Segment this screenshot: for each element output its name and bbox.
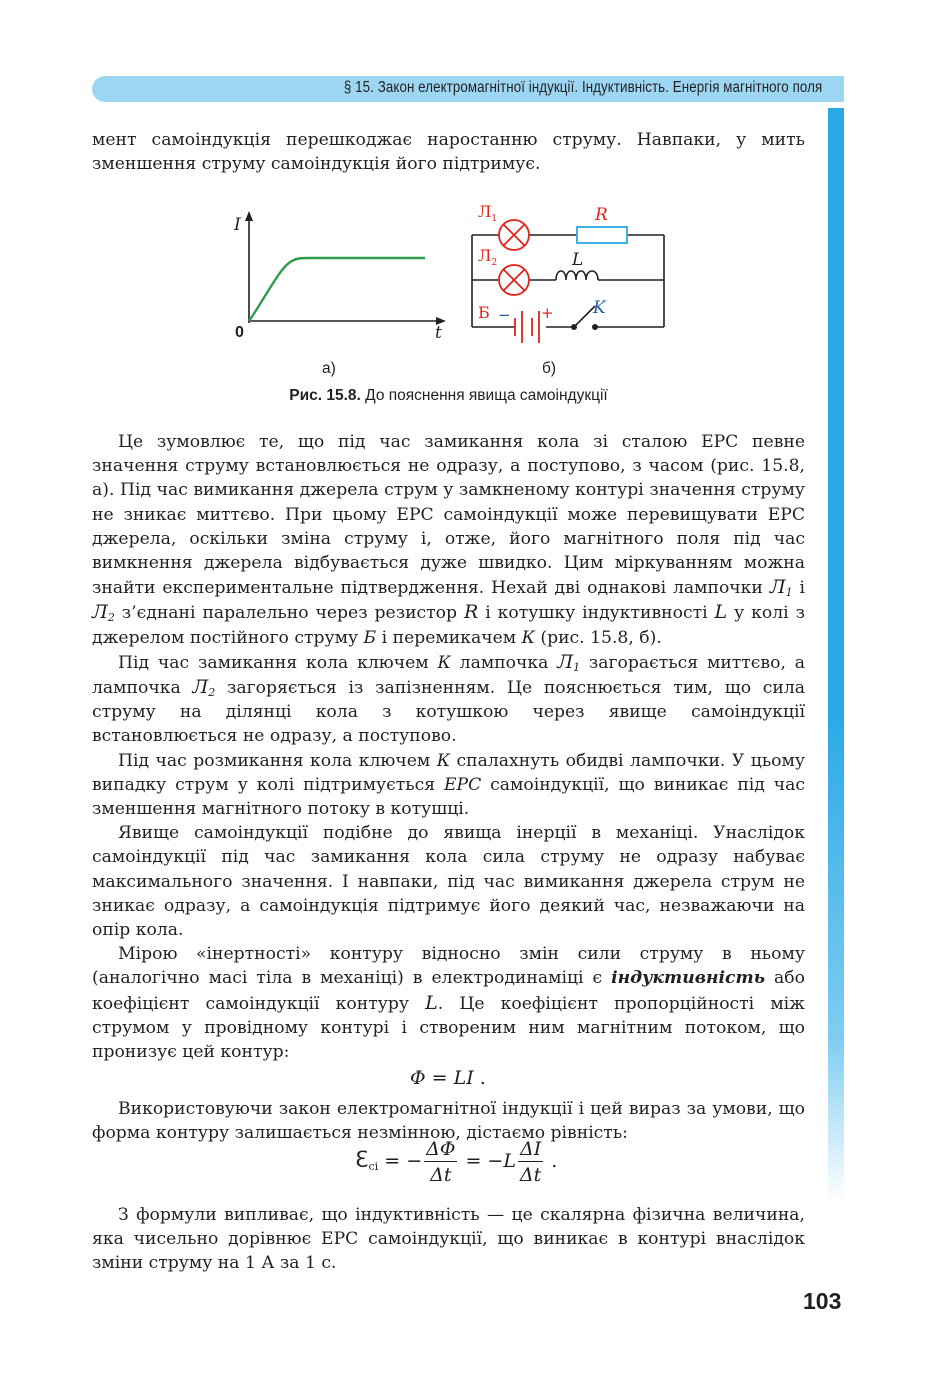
switch-label: K (593, 298, 606, 318)
battery-symbol (515, 311, 539, 343)
paragraph-4: Явище самоіндукції подібне до явища інерції в механіці. Унаслідок самоіндукції під час замикання кола сила струму не одразу набуває максимального значення. І навпаки, під час вимикання джерела струм не зникає одразу, а самоіндукція підтримує його деякий час, незважаючи на опір кола. (92, 823, 805, 941)
battery-label: Б (478, 303, 490, 322)
resistor-label: R (595, 205, 608, 225)
current-growth-curve (249, 258, 425, 321)
paragraph-6: Використовуючи закон електромагнітної індукції і цей вираз за умови, що форма контуру залишається незмінною, дістаємо рівність: (92, 1099, 805, 1144)
lamp-2-symbol (499, 265, 529, 295)
term-inductance: індуктивність (611, 968, 766, 989)
resistor-symbol (577, 227, 627, 243)
paragraph-1: Це зумовлює те, що під час замикання кола зі сталою ЕРС певне значення струму встановлюється не одразу, а поступово, з часом (рис. 15.8, а). Під час вимикання джерела струм у замкненому контурі значення струму не зникає миттєво. При цьому ЕРС самоіндукції може перевищувати ЕРС джерела, оскільки зміна струму і, отже, його магнітного поля під час вимкнення джерела відбувається дуже швидко. Цим міркуванням можна знайти експериментальне підтвердження. Нехай дві однакові лампочки $Л_1$ і $Л_2$ з’єднані паралельно через резистор R і котушку індуктивності L у колі з джерелом постійного струму Б і перемикачем К (рис. 15.8, б). (92, 432, 805, 648)
side-color-stripe (828, 108, 844, 1203)
lamp-1-symbol (499, 220, 529, 250)
inductor-coil (556, 271, 598, 280)
graph-x-axis-label: t (435, 323, 442, 343)
intro-text: мент самоіндукція перешкоджає наростанню струму. Навпаки, у мить зменшення струму самоіндукція його підтримує. (92, 130, 805, 175)
figure-b-label: б) (542, 360, 557, 377)
graph-y-axis-label: I (234, 215, 241, 235)
lamp-2-label: $Л_2$ (478, 246, 498, 268)
main-text (92, 430, 805, 1064)
page-number: 103 (803, 1288, 842, 1314)
page-header-title: § 15. Закон електромагнітної індукції. Індуктивність. Енергія магнітного поля (343, 79, 822, 96)
conclusion-text (92, 1203, 805, 1276)
intro-paragraph (92, 128, 805, 176)
battery-plus-label: + (541, 304, 554, 322)
figure-caption-number: Рис. 15.8. (289, 387, 361, 404)
graph-origin-label: 0 (235, 324, 244, 341)
inductor-label: L (572, 250, 584, 270)
paragraph-3: Під час розмикання кола ключем К спалахнуть обидві лампочки. У цьому випадку струм у колі підтримується ЕРС самоіндукції, що виникає під час зменшення магнітного потоку в котушці. (92, 750, 806, 820)
formula-flux: Φ = LI . (410, 1067, 486, 1089)
battery-minus-label: − (498, 306, 511, 324)
paragraph-2: Під час замикання кола ключем К лампочка $Л_1$ загорається миттєво, а лампочка $Л_2$ загоряється із запізненням. Це пояснюється тим, що сила струму на ділянці кола з котушкою через явище самоіндукції встановлюється не одразу, а поступово. (92, 650, 806, 747)
figure-a-label: а) (322, 360, 336, 377)
current-time-graph (222, 205, 452, 345)
paragraph-5: Мірою «інертності» контуру відносно змін сили струму в ньому (аналогічно масі тіла в механіці) в електродинаміці є індуктивність або коефіцієнт самоіндукції контуру L. Це коефіцієнт пропорційності між струмом у провідному контурі і створеним ним магнітним потоком, що пронизує цей контур: (92, 944, 805, 1063)
figure-caption (92, 387, 805, 405)
page-header-bar (92, 76, 844, 102)
figure-caption-text: До пояснення явища самоіндукції (360, 387, 608, 404)
formula-self-induction-emf: ℇ$_{сі}$ = − $\frac{\Delta\Phi}{\Delta t}$ = −L $\frac{\Delta I}{\Delta t}$ . (355, 1138, 558, 1186)
circuit-diagram (470, 198, 680, 350)
paragraph-7: З формули випливає, що індуктивність — це скалярна фізична величина, яка чисельно дорівнює ЕРС самоіндукції, що виникає в контурі внаслідок зміни струму на 1 А за 1 с. (92, 1205, 805, 1274)
lamp-1-label: $Л_1$ (478, 202, 498, 224)
